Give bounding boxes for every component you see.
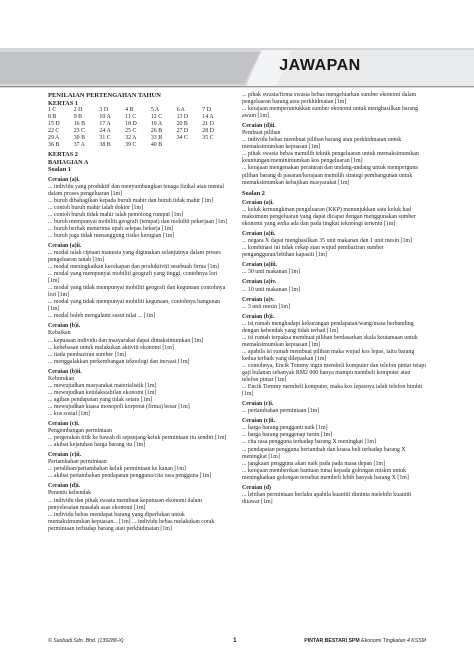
answer-line xyxy=(48,473,228,480)
mcq-answer: 3 D xyxy=(99,107,109,113)
mcq-answer: 29 A xyxy=(48,135,60,142)
answer-line xyxy=(48,212,228,219)
answer-line xyxy=(48,442,228,449)
section-subheading: Keburukan xyxy=(48,375,75,382)
answer-text: ... modal boleh mengalami susut nilai ... [1m] xyxy=(48,313,156,320)
answer-banner-title: JAWAPAN xyxy=(279,57,361,74)
mcq-answer: 27 D xyxy=(176,128,189,135)
answer-line xyxy=(242,269,426,276)
answer-line xyxy=(242,447,426,461)
answer-line xyxy=(48,285,228,299)
answer-line xyxy=(48,345,228,352)
mcq-answer: 38 B xyxy=(99,142,111,149)
right-column xyxy=(242,92,426,506)
mcq-answer: 13 D xyxy=(176,114,189,121)
mcq-answer: 18 D xyxy=(125,121,137,128)
answer-text: ... modal meningkatkan kecekapan dan produktiviti sesebuah firma [1m] xyxy=(48,264,219,271)
mcq-answer: 21 D xyxy=(202,121,214,128)
q1-left-sections xyxy=(48,177,228,533)
question1-title: Soalan 1 xyxy=(48,166,71,174)
answer-text: ... isi rumah terpaksa membuat pilihan berdasarkan skala keutamaan untuk memaksimumkan kepuasan [1m] xyxy=(242,334,418,348)
answer-text: ... lebihan permintaan berlaku apabila kuantiti diminta melebihi kuantiti ditawar [1m] xyxy=(242,491,412,505)
answer-line xyxy=(48,435,228,442)
section-heading: Ceraian (a)i. xyxy=(48,176,80,183)
answer-line xyxy=(242,384,426,398)
book-subject: Ekonomi Tingkatan 4 KSSM xyxy=(361,638,426,644)
paper2-title: KERTAS 2 xyxy=(48,151,78,159)
section-heading: Ceraian (c)ii. xyxy=(242,418,276,425)
mcq-answer: 10 A xyxy=(99,114,111,121)
answer-text: ... modal ialah ciptaan manusia yang digunakan selanjutnya dalam proses pengeluaran tanah [1m] xyxy=(48,249,221,264)
section-heading: Ceraian (b)ii. xyxy=(48,368,82,375)
answer-text: ... isi rumah menghadapi kekurangan pendapatan/wang/masa berbanding dengan kehendak yang tidak terhad [1m] xyxy=(242,320,414,334)
answer-line xyxy=(242,165,426,186)
section-heading: Ceraian (c)i. xyxy=(242,401,274,408)
mcq-answer: 34 C xyxy=(176,135,188,142)
paper1-title: KERTAS 1 xyxy=(48,99,78,107)
answer-text: ... kerajaan memberikan bantuan tunai kepada golongan miskin untuk meningkatkan golongan tersebut membeli lebih banyak barang X [1m] xyxy=(242,467,409,481)
answer-text: ... pendapatan pengguna bertambah dan kuasa beli terhadap barang X meningkat [1m] xyxy=(242,446,406,460)
answer-line xyxy=(48,313,228,320)
answer-line xyxy=(242,349,426,363)
answer-text: ... contoh buruh mahir ialah doktor [1m] xyxy=(48,204,144,211)
mcq-answer: 6 A xyxy=(176,107,185,113)
answer-line xyxy=(242,238,426,245)
section-heading: Ceraian (b)i. xyxy=(242,313,275,320)
answer-line xyxy=(242,245,426,259)
answer-text: ... 10 unit makanan [1m] xyxy=(242,286,301,293)
answer-text: ... mewujudkan kuasa monopoli korporat (firma) besar [1m] xyxy=(48,403,190,410)
section-subheading: Pengembangan permintaan xyxy=(48,428,112,435)
answer-text: ... negara X dapat menghasilkan 35 unit makanan dan 1 unit mesin [1m] xyxy=(242,238,412,245)
answer-line xyxy=(48,233,228,240)
mcq-answer: 26 B xyxy=(150,128,163,135)
section-heading: Ceraian (a)v. xyxy=(242,296,275,303)
answer-text: ... modal yang tidak mempunyai mobiliti kegunaan, contohnya bangunan [1m] xyxy=(48,299,221,313)
answer-line xyxy=(242,439,426,446)
answer-text: ... individu bebas mendapat barang yang diperlukan untuk memaksimumkan kepuasan... [1m] ... individu bebas melakukan corak permintaan terhadap barang atau perkhidmatan [1m] xyxy=(48,511,215,532)
answer-text: ... buruh mempunyai mobiliti geografi (tempat) dan mobiliti pekerjaan [1m] xyxy=(48,218,227,225)
section-subheading: Kebaikan xyxy=(48,330,71,337)
answer-line xyxy=(242,106,426,120)
section-heading: Ceraian (d) xyxy=(242,484,271,491)
mcq-answer-grid xyxy=(48,107,228,149)
answer-line xyxy=(48,205,228,212)
answer-text: ... buruh juga tidak menanggung risiko kerugian [1m] xyxy=(48,232,175,239)
answer-line xyxy=(48,299,228,313)
answer-text: ... individu dan pihak swasta membuat keputusan ekonomi dalam penyelesaian masalah asas ekonomi [1m] xyxy=(48,497,202,511)
answer-text: ... jangkaan pengguna akan naik pada pada masa depan [1m] xyxy=(242,460,385,467)
answer-line xyxy=(48,359,228,366)
section-heading: Ceraian (a)ii. xyxy=(242,231,276,238)
answer-text: ... buruh dibahagikan kepada buruh mahir dan buruh tidak mahir [1m] xyxy=(48,197,214,204)
section-subheading: Penentu kehendak xyxy=(48,490,92,497)
answer-line xyxy=(242,425,426,432)
mcq-answer: 28 D xyxy=(202,128,214,135)
answer-line xyxy=(48,271,228,285)
answer-text: ... modal yang mempunyai mobiliti geografi yang tinggi, contohnya lori [1m] xyxy=(48,271,218,285)
answer-line xyxy=(242,461,426,468)
answer-text: ... buruh berhak menerima upah selepas bekerja [1m] xyxy=(48,225,174,232)
series-name: PINTAR BESTARI SPM xyxy=(304,638,360,644)
answer-line xyxy=(48,397,228,404)
answer-text: ... akibat kejatuhan harga barang itu [1m] xyxy=(48,442,146,449)
mcq-answer: 37 A xyxy=(73,142,85,149)
answer-line xyxy=(242,92,426,106)
mcq-answer: 30 B xyxy=(73,135,85,142)
answer-text: ... kebebasan untuk melakukan aktiviti ekonomi [1m] xyxy=(48,344,174,351)
answer-text: ... harga barang penggenap turun [1m] xyxy=(242,432,333,439)
mcq-answer: 20 B xyxy=(176,121,188,128)
mcq-answer: 15 D xyxy=(48,121,60,128)
q1-right-sections xyxy=(242,123,426,186)
answer-line xyxy=(48,404,228,411)
answer-text: ... akibat pertambahan pendapatan pengguna/cita rasa pengguna [1m] xyxy=(48,473,212,480)
answer-line xyxy=(242,207,426,228)
answer-line xyxy=(48,411,228,418)
mcq-answer: 7 D xyxy=(202,107,211,113)
section-heading: Ceraian (a)i. xyxy=(242,200,274,207)
mcq-answer: 39 C xyxy=(125,142,137,149)
left-column xyxy=(48,92,228,533)
mcq-answer: 9 B xyxy=(73,114,83,121)
answer-line xyxy=(242,432,426,439)
answer-text: ... mewujudkan masyarakat materialistik [1m] xyxy=(48,382,157,389)
section-heading: Ceraian (c)ii. xyxy=(48,452,82,459)
answer-text: ... kombinasi ini tidak cekap atau wujud pembaziran sumber pengangguran/lebihan kapasiti [1m] xyxy=(242,245,384,259)
answer-line xyxy=(48,390,228,397)
answer-text: ... kerajaan memperuntukkan sumber ekonomi untuk menghasilkan barang awam [1m] xyxy=(242,106,419,120)
mcq-answer: 22 C xyxy=(48,128,60,135)
answer-line xyxy=(48,226,228,233)
answer-text: ... mewujudkan ketidakstabilan ekonomi [1m] xyxy=(48,389,157,396)
section-heading: Ceraian (a)iv. xyxy=(242,279,277,286)
mcq-answer: 4 B xyxy=(125,107,134,113)
answer-text: ... harga barang pengganti naik [1m] xyxy=(242,425,328,432)
answer-text: ... peralihan/pertambahan keluk permintaan ke kanan [1m] xyxy=(48,466,186,473)
page-footer xyxy=(48,638,426,648)
answer-text: ... individu bebas membuat pilihan barang atau perkhidmatan untuk memaksimumkan kepuasan [1m] xyxy=(242,137,402,151)
mcq-answer: 14 A xyxy=(202,114,214,121)
q2-sections xyxy=(242,200,426,506)
answer-text: ... keluk kemungkinan pengeluaran (KKP) menunjukkan satu keluk had maksimum pengeluaran yang dapat dicapai dengan menggunakan sumber ekonomi yang sedia ada dan pada tingkat teknologi tertentu [1m] xyxy=(242,207,416,228)
answer-text: ... contohnya, Encik Tommy ingin membeli komputer dan telefon pintar tetapi gaji bulanan sebanyak RM2 000 hanya mampu membeli komputer atau telefon pintar [1m] xyxy=(242,363,427,384)
answer-text: ... apabila isi rumah membuat pilihan maka wujud kos lepas, iaitu barang kedua terbaik yang dilepaskan [1m] xyxy=(242,348,415,362)
answer-line xyxy=(242,468,426,482)
answer-line xyxy=(48,512,228,533)
mcq-answer xyxy=(202,142,228,149)
mcq-answer: 31 C xyxy=(99,135,111,142)
mcq-answer: 17 A xyxy=(99,121,111,128)
answer-line xyxy=(48,498,228,512)
answer-text: ... pihak swasta bebas memilih teknik pengeluaran untuk memaksimumkan keuntungan/meminimumkan kos pengeluaran [1m] xyxy=(242,151,419,165)
answer-text: ... contoh buruh tidak mahir ialah pemotong rumput [1m] xyxy=(48,211,183,218)
answer-line xyxy=(242,335,426,349)
section-heading: Ceraian (d)ii. xyxy=(242,123,276,130)
page-number: 1 xyxy=(233,637,237,644)
answer-line xyxy=(242,408,426,415)
answer-text: ... pihak swasta/firma swasta bebas mengeluarkan sumber ekonomi dalam pengeluaran barang atau perkhidmatan [1m] xyxy=(242,92,417,106)
mcq-answer: 40 B xyxy=(150,142,163,149)
answer-text: ... kepuasan individu dan masyarakat dapat dimaksimumkan [1m] xyxy=(48,337,204,344)
answer-line xyxy=(242,304,426,311)
q1-continuation xyxy=(242,92,426,120)
mcq-answer: 23 C xyxy=(73,128,85,135)
answer-text: ... kos sosial [1m] xyxy=(48,411,90,417)
answer-text: ... 3 unit mesin [1m] xyxy=(242,303,290,310)
answer-line xyxy=(242,492,426,506)
section-subheading: Pembuat pilihan xyxy=(242,130,281,137)
answer-text: ... pertambahan permintaan [1m] xyxy=(242,408,320,415)
answer-line xyxy=(242,363,426,384)
mcq-answer: 2 D xyxy=(73,107,83,113)
mcq-answer: 11 C xyxy=(125,114,137,121)
section-heading: Ceraian (a)iii. xyxy=(242,262,278,269)
mcq-answer: 35 C xyxy=(202,135,214,142)
answer-line xyxy=(48,198,228,205)
answer-line xyxy=(242,287,426,294)
mcq-answer: 36 B xyxy=(48,142,60,149)
answer-text: ... kerajaan mengenakan peraturan dan undang-undang untuk memperguna pilihan barang di pasaran/kerajaan memilih strategi pembangunan untuk memaksimumkan kebajikan masyarakat [1m] xyxy=(242,165,418,186)
mcq-answer: 12 C xyxy=(150,114,163,121)
answer-line xyxy=(242,151,426,165)
answer-text: ... agihan pendapatan yang tidak setara [1m] xyxy=(48,396,153,403)
answer-text: ... pergerakan titik ke bawah di sepanjang keluk permintaan itu sendiri [1m] xyxy=(48,435,227,442)
answer-line xyxy=(48,466,228,473)
answer-text: ... tiada pembaziran sumber [1m] xyxy=(48,351,127,358)
mcq-answer: 5 A xyxy=(150,107,160,113)
mcq-answer: 16 B xyxy=(73,121,85,128)
answer-line xyxy=(48,184,228,198)
answer-text: ... Encik Tommy membeli komputer, maka kos lepasnya ialah telefon bimbit [1m] xyxy=(242,384,423,398)
answer-line xyxy=(48,352,228,359)
answer-text: ... menggalakkan perkembangan teknologi dan inovasi [1m] xyxy=(48,358,190,365)
mcq-answer: 33 B xyxy=(150,135,163,142)
answer-text: ... cita rasa pengguna terhadap barang X meningkat [1m] xyxy=(242,439,376,446)
section-a-title: BAHAGIAN A xyxy=(48,158,89,166)
section-heading: Ceraian (b)i. xyxy=(48,323,81,330)
answer-text: ... modal yang tidak mempunyai mobiliti geografi dan kegunaan contohnya lori [1m] xyxy=(48,285,226,299)
question2-title: Soalan 2 xyxy=(242,189,265,197)
title-banner xyxy=(0,48,474,88)
answer-line xyxy=(242,321,426,335)
section-heading: Ceraian (a)ii. xyxy=(48,242,82,249)
answer-text: ... individu yang produktif dan menyumbangkan tenaga fizikal atau mental dalam proses pengeluaran [1m] xyxy=(48,183,225,197)
mcq-answer: 19 A xyxy=(150,121,163,128)
section-heading: Ceraian (c)i. xyxy=(48,421,80,428)
answer-text: ... 30 unit makanan [1m] xyxy=(242,269,301,276)
exam-title: PENILAIAN PERTENGAHAN TAHUN xyxy=(48,92,161,99)
answer-line xyxy=(242,137,426,151)
mcq-answer: 24 A xyxy=(99,128,111,135)
mcq-answer: 8 B xyxy=(48,114,57,121)
mcq-answer: 1 C xyxy=(48,107,57,113)
section-subheading: Pertambahan permintaan xyxy=(48,459,107,466)
section-heading: Ceraian (d)i. xyxy=(48,483,81,490)
answer-line xyxy=(48,250,228,264)
mcq-answer xyxy=(177,142,203,149)
mcq-answer: 32 A xyxy=(125,135,137,142)
answer-line xyxy=(48,338,228,345)
answer-line xyxy=(48,383,228,390)
book-title xyxy=(304,638,426,644)
answer-line xyxy=(48,219,228,226)
mcq-answer: 25 C xyxy=(125,128,137,135)
copyright-text: © Sasbadi Sdn. Bhd. (139288-X) xyxy=(48,638,124,644)
